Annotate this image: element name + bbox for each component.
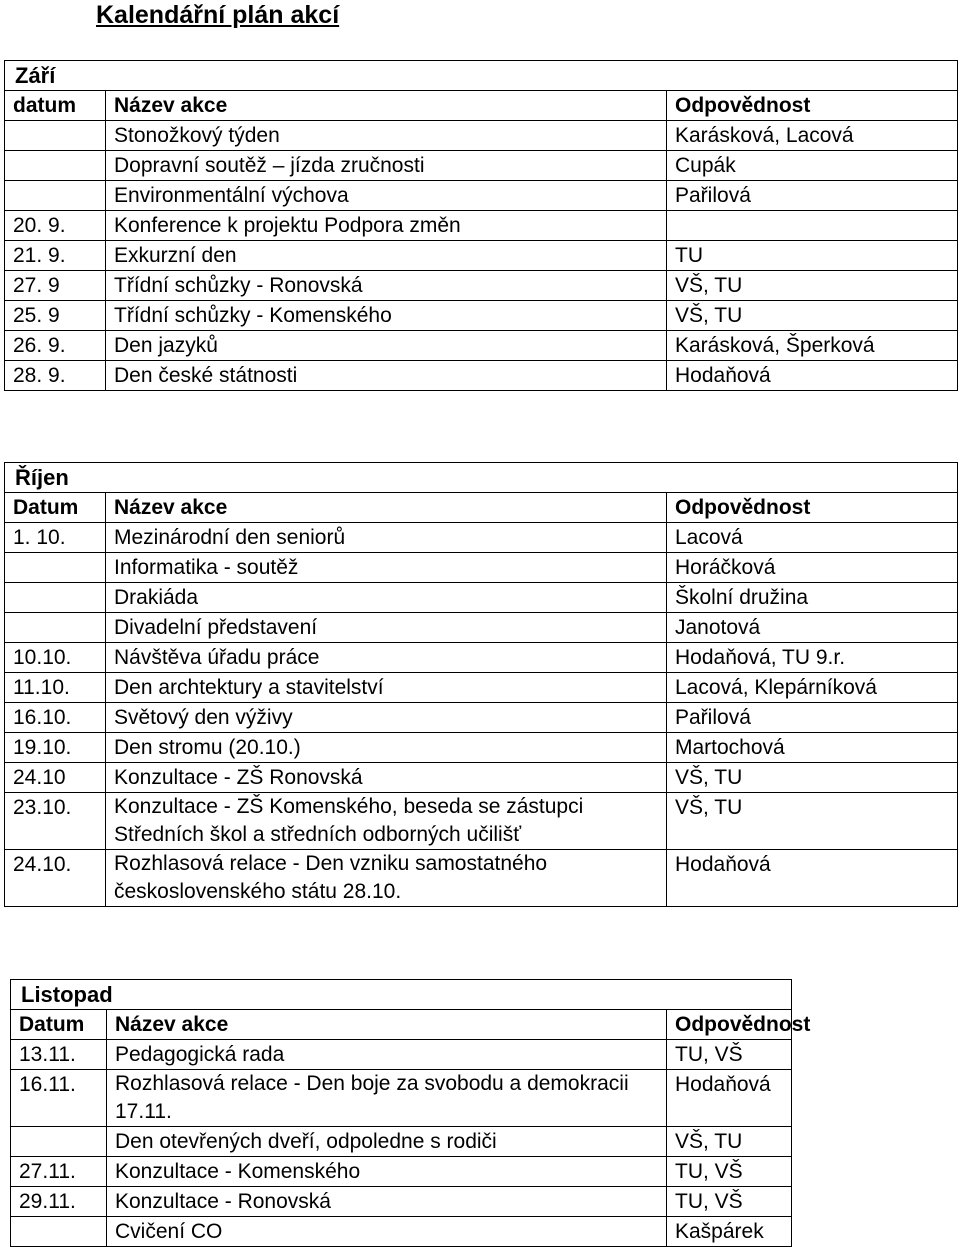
cell-event-name: Stonožkový týden [106,121,667,151]
cell-event-name: Konzultace - Ronovská [107,1187,667,1217]
cell-date [11,1217,107,1247]
cell-event-name: Třídní schůzky - Ronovská [106,271,667,301]
cell-event-name: Den otevřených dveří, odpoledne s rodiči [107,1127,667,1157]
cell-event-name: Světový den výživy [106,703,667,733]
column-header-date: Datum [5,493,106,523]
cell-responsibility: Karásková, Lacová [667,121,958,151]
table-row [5,361,958,391]
section-zari [4,60,958,391]
table-row [5,181,958,211]
cell-responsibility: Hodaňová [667,361,958,391]
cell-date: 29.11. [11,1187,107,1217]
cell-event-name: Divadelní představení [106,613,667,643]
cell-date [5,553,106,583]
cell-responsibility: Pařilová [667,181,958,211]
column-header-name: Název akce [106,91,667,121]
table-row [11,1217,792,1247]
cell-responsibility: TU, VŠ [667,1040,792,1070]
cell-responsibility: VŠ, TU [667,793,958,850]
month-title: Říjen [5,463,958,493]
table-row [5,121,958,151]
column-header-responsibility: Odpovědnost [667,1010,792,1040]
cell-date: 28. 9. [5,361,106,391]
cell-event-name: Cvičení CO [107,1217,667,1247]
cell-date [11,1127,107,1157]
cell-event-name: Rozhlasová relace - Den boje za svobodu a demokracii 17.11. [107,1070,667,1127]
cell-responsibility: Horáčková [667,553,958,583]
cell-date: 1. 10. [5,523,106,553]
cell-responsibility: Kašpárek [667,1217,792,1247]
cell-event-name: Konzultace - ZŠ Komenského, beseda se zástupci Středních škol a středních odborných učilišť [106,793,667,850]
table-row [5,523,958,553]
cell-responsibility: Školní družina [667,583,958,613]
month-row [5,463,958,493]
cell-responsibility: Pařilová [667,703,958,733]
cell-responsibility: Hodaňová [667,1070,792,1127]
cell-date: 24.10 [5,763,106,793]
cell-date [5,151,106,181]
cell-responsibility: TU [667,241,958,271]
table-row [11,1157,792,1187]
cell-date: 16.11. [11,1070,107,1127]
cell-event-name: Environmentální výchova [106,181,667,211]
cell-date: 10.10. [5,643,106,673]
cell-date: 27. 9 [5,271,106,301]
cell-responsibility: VŠ, TU [667,271,958,301]
cell-event-name: Exkurzní den [106,241,667,271]
cell-date: 19.10. [5,733,106,763]
cell-event-name: Návštěva úřadu práce [106,643,667,673]
page-title: Kalendářní plán akcí [96,1,340,29]
header-row [5,493,958,523]
cell-date: 24.10. [5,850,106,907]
table-row [5,850,958,907]
cell-date: 21. 9. [5,241,106,271]
table-row [5,673,958,703]
table-row [5,211,958,241]
cell-responsibility: Martochová [667,733,958,763]
table-row [5,301,958,331]
cell-event-name: Den stromu (20.10.) [106,733,667,763]
cell-date [5,613,106,643]
cell-event-name: Dopravní soutěž – jízda zručnosti [106,151,667,181]
cell-responsibility: Hodaňová, TU 9.r. [667,643,958,673]
cell-date: 20. 9. [5,211,106,241]
cell-responsibility: Karásková, Šperková [667,331,958,361]
column-header-responsibility: Odpovědnost [667,91,958,121]
cell-date [5,583,106,613]
cell-event-name: Konzultace - ZŠ Ronovská [106,763,667,793]
cell-responsibility: Lacová [667,523,958,553]
month-title: Září [5,61,958,91]
table-row [5,613,958,643]
column-header-responsibility: Odpovědnost [667,493,958,523]
month-row [5,61,958,91]
cell-event-name: Den jazyků [106,331,667,361]
table-row [11,1127,792,1157]
cell-event-name: Den archtektury a stavitelství [106,673,667,703]
cell-event-name: Konzultace - Komenského [107,1157,667,1187]
cell-date [5,121,106,151]
cell-event-name: Mezinárodní den seniorů [106,523,667,553]
cell-responsibility: TU, VŠ [667,1157,792,1187]
column-header-date: datum [5,91,106,121]
table-row [11,1040,792,1070]
section-listopad [10,979,811,1247]
header-row [11,1010,792,1040]
table-row [5,331,958,361]
table-row [11,1070,792,1127]
month-title: Listopad [11,980,792,1010]
header-row [5,91,958,121]
cell-responsibility: Cupák [667,151,958,181]
column-header-name: Název akce [106,493,667,523]
table-row [5,703,958,733]
cell-date: 25. 9 [5,301,106,331]
table-row [5,763,958,793]
cell-responsibility: TU, VŠ [667,1187,792,1217]
cell-responsibility: VŠ, TU [667,301,958,331]
table-row [5,643,958,673]
cell-date: 26. 9. [5,331,106,361]
cell-event-name: Informatika - soutěž [106,553,667,583]
cell-event-name: Drakiáda [106,583,667,613]
cell-event-name: Den české státnosti [106,361,667,391]
cell-responsibility: VŠ, TU [667,1127,792,1157]
cell-date: 13.11. [11,1040,107,1070]
cell-date: 27.11. [11,1157,107,1187]
table-row [5,583,958,613]
cell-date: 16.10. [5,703,106,733]
section-rijen [4,462,958,907]
column-header-date: Datum [11,1010,107,1040]
cell-responsibility: Janotová [667,613,958,643]
cell-responsibility [667,211,958,241]
cell-responsibility: Lacová, Klepárníková [667,673,958,703]
table-row [5,793,958,850]
column-header-name: Název akce [107,1010,667,1040]
cell-event-name: Třídní schůzky - Komenského [106,301,667,331]
table-row [5,733,958,763]
table-row [5,271,958,301]
cell-event-name: Konference k projektu Podpora změn [106,211,667,241]
table-row [5,151,958,181]
table-row [11,1187,792,1217]
cell-responsibility: VŠ, TU [667,763,958,793]
cell-event-name: Pedagogická rada [107,1040,667,1070]
cell-responsibility: Hodaňová [667,850,958,907]
cell-date: 23.10. [5,793,106,850]
table-row [5,241,958,271]
cell-event-name: Rozhlasová relace - Den vzniku samostatného československého státu 28.10. [106,850,667,907]
table-row [5,553,958,583]
month-row [11,980,792,1010]
cell-date: 11.10. [5,673,106,703]
cell-date [5,181,106,211]
